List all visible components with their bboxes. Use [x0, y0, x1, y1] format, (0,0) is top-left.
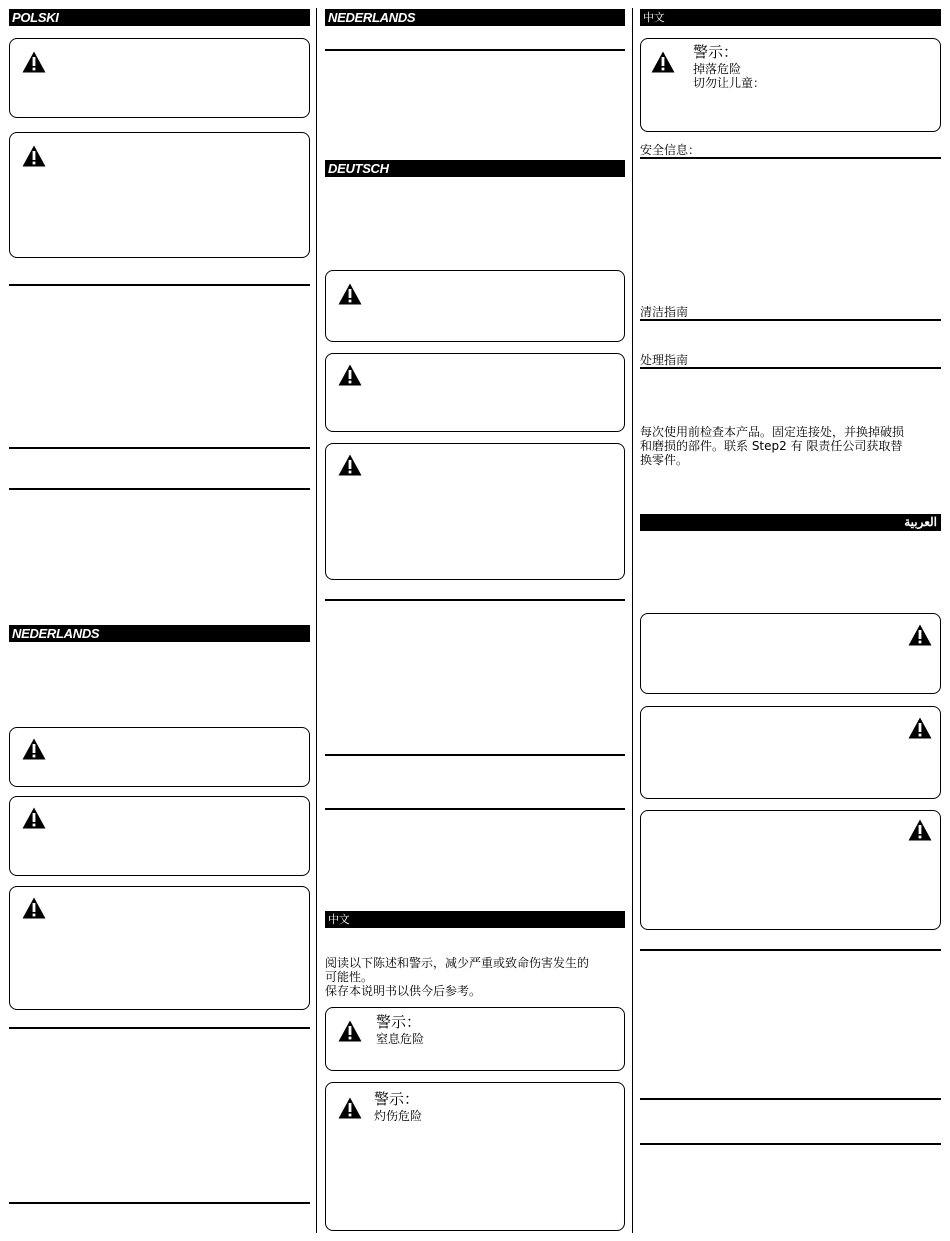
warning-box	[9, 132, 310, 258]
inspection-line: 换零件。	[640, 453, 689, 467]
warning-box	[325, 270, 625, 342]
warning-box	[640, 706, 941, 799]
warning-text: 窒息危险	[376, 1032, 425, 1046]
section-rule	[9, 1202, 310, 1204]
warning-triangle-icon	[651, 51, 675, 73]
section-rule	[325, 808, 625, 810]
warning-triangle-icon	[338, 454, 362, 476]
section-rule	[640, 367, 941, 369]
warning-title: 警示：	[376, 1013, 422, 1031]
section-rule	[9, 488, 310, 490]
warning-box	[9, 886, 310, 1010]
section-rule	[640, 157, 941, 159]
heading-safety: 安全信息：	[640, 143, 701, 157]
section-header-nederlands: NEDERLANDS	[325, 9, 625, 26]
section-header-deutsch: DEUTSCH	[325, 160, 625, 177]
warning-box	[9, 38, 310, 118]
warning-triangle-icon	[908, 624, 932, 646]
warning-triangle-icon	[338, 1097, 362, 1119]
intro-line: 阅读以下陈述和警示，减少严重或致命伤害发生的	[325, 956, 590, 970]
warning-text: 灼伤危险	[374, 1109, 423, 1123]
warning-triangle-icon	[338, 364, 362, 386]
warning-text: 切勿让儿童：	[693, 76, 766, 90]
section-rule	[9, 284, 310, 286]
warning-box-suffocation	[325, 1007, 625, 1071]
warning-triangle-icon	[22, 897, 46, 919]
warning-box	[9, 796, 310, 876]
warning-box	[9, 727, 310, 787]
warning-triangle-icon	[338, 283, 362, 305]
warning-triangle-icon	[338, 1020, 362, 1042]
intro-text	[325, 956, 625, 998]
warning-triangle-icon	[22, 145, 46, 167]
section-rule	[640, 319, 941, 321]
section-rule	[325, 599, 625, 601]
inspection-text	[640, 425, 941, 467]
heading-disposal: 处理指南	[640, 353, 689, 367]
intro-line: 可能性。	[325, 970, 374, 984]
warning-box	[640, 810, 941, 930]
section-rule	[640, 1143, 941, 1145]
warning-box	[325, 353, 625, 432]
warning-box	[640, 613, 941, 694]
column-divider	[632, 8, 633, 1233]
warning-triangle-icon	[908, 819, 932, 841]
warning-box-fall	[640, 38, 941, 132]
warning-title: 警示：	[693, 43, 739, 61]
intro-line: 保存本说明书以供今后参考。	[325, 984, 482, 998]
heading-cleaning: 清洁指南	[640, 305, 689, 319]
warning-text: 掉落危险	[693, 62, 742, 76]
warning-triangle-icon	[908, 717, 932, 739]
section-header-arabic: العربية	[640, 514, 941, 531]
section-rule	[9, 447, 310, 449]
section-rule	[325, 754, 625, 756]
section-rule	[9, 1027, 310, 1029]
column-divider	[316, 8, 317, 1233]
inspection-line: 和磨损的部件。联系 Step2 有 限责任公司获取替	[640, 439, 903, 453]
warning-box-burn	[325, 1082, 625, 1231]
section-header-chinese: 中文	[325, 911, 625, 928]
inspection-line: 每次使用前检查本产品。固定连接处，并换掉破损	[640, 425, 905, 439]
section-rule	[325, 49, 625, 51]
section-rule	[640, 949, 941, 951]
warning-triangle-icon	[22, 738, 46, 760]
section-rule	[640, 1098, 941, 1100]
section-header-chinese: 中文	[640, 9, 941, 26]
warning-box	[325, 443, 625, 580]
section-header-nederlands: NEDERLANDS	[9, 625, 310, 642]
warning-triangle-icon	[22, 51, 46, 73]
section-header-polski: POLSKI	[9, 9, 310, 26]
warning-title: 警示：	[374, 1090, 420, 1108]
warning-triangle-icon	[22, 807, 46, 829]
